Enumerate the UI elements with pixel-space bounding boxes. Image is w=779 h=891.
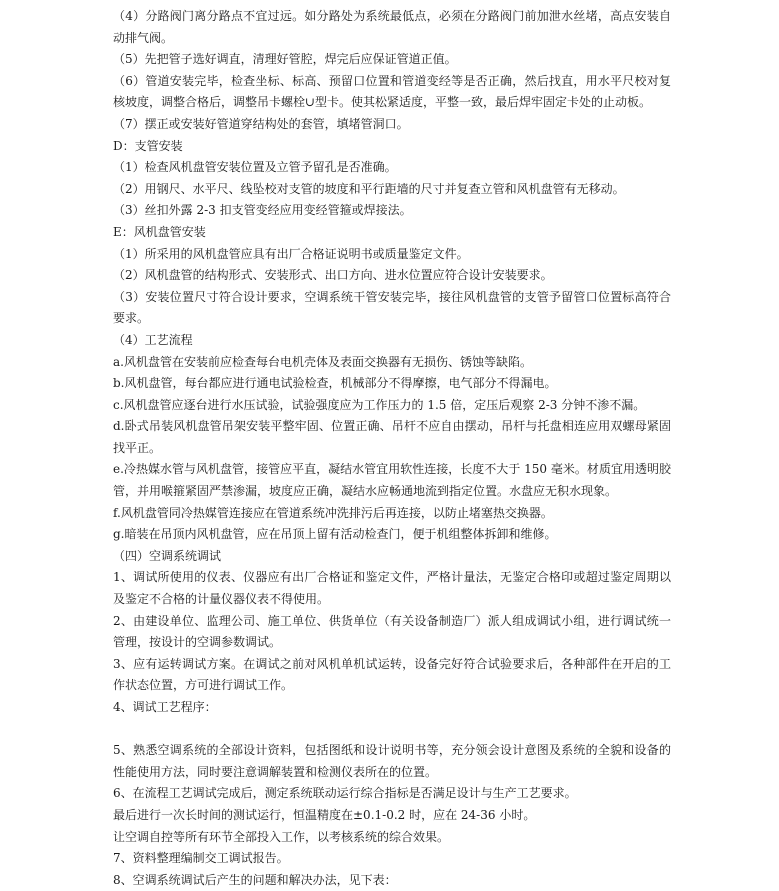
- process-item-a: a.风机盘管在安装前应检查每台电机壳体及表面交换器有无损伤、锈蚀等缺陷。: [113, 354, 532, 369]
- paragraph-d3: （3）丝扣外露 2-3 扣支管变经应用变经管箍或焊接法。: [113, 203, 412, 218]
- paragraph-e1: （1）所采用的风机盘管应具有出厂合格证说明书或质量鉴定文件。: [113, 246, 469, 261]
- commissioning-autocontrol: 让空调自控等所有环节全部投入工作，以考核系统的综合效果。: [113, 829, 450, 844]
- paragraph-6-pipe-inspection: （6）管道安装完毕，检查坐标、标高、预留口位置和管道变经等是否正确，然后找直，用水平尺校对复核坡度，调整合格后，调整吊卡螺栓∪型卡。使其松紧适度，平整一致，最后焊牢固定卡处的止动板。: [113, 73, 671, 110]
- paragraph-e4-process-heading: （4）工艺流程: [113, 332, 193, 347]
- process-item-b: b.风机盘管，每台都应进行通电试验检查，机械部分不得摩擦，电气部分不得漏电。: [113, 376, 557, 391]
- process-item-f: f.风机盘管同冷热媒管连接应在管道系统冲洗排污后再连接，以防止堵塞热交换器。: [113, 505, 553, 520]
- paragraph-e3: （3）安装位置尺寸符合设计要求，空调系统干管安装完毕，接往风机盘管的支管予留管口位置标高符合要求。: [113, 289, 671, 326]
- section-e-heading: E：风机盘管安装: [113, 224, 206, 239]
- paragraph-e2: （2）风机盘管的结构形式、安装形式、出口方向、进水位置应符合设计安装要求。: [113, 268, 553, 283]
- commissioning-final-test: 最后进行一次长时间的测试运行，恒温精度在±0.1-0.2 时，应在 24-36 小时。: [113, 807, 536, 822]
- paragraph-5-pipe-straighten: （5）先把管子选好调直，清理好管腔，焊完后应保证管道正值。: [113, 52, 457, 67]
- commissioning-item-8: 8、空调系统调试后产生的问题和解决办法，见下表：: [113, 872, 397, 887]
- blank-line: [113, 719, 671, 741]
- commissioning-item-5: 5、熟悉空调系统的全部设计资料，包括图纸和设计说明书等，充分领会设计意图及系统的全貌和设备的性能使用方法，同时要注意调解装置和检测仪表所在的位置。: [113, 743, 671, 779]
- commissioning-item-3: 3、应有运转调试方案。在调试之前对风机单机试运转，设备完好符合试验要求后，各种部件在开启的工作状态位置，方可进行调试工作。: [113, 656, 671, 693]
- commissioning-item-2: 2、由建设单位、监理公司、施工单位、供货单位（有关设备制造厂）派人组成调试小组，进行调试统一管理，按设计的空调参数调试。: [113, 613, 671, 650]
- paragraph-d1: （1）检查风机盘管安装位置及立管予留孔是否准确。: [113, 160, 397, 175]
- process-item-d: d.卧式吊装风机盘管吊架安装平整牢固、位置正确、吊杆不应自由摆动，吊杆与托盘相连应用双螺母紧固找平正。: [113, 419, 671, 455]
- paragraph-d2: （2）用钢尺、水平尺、线坠校对支管的坡度和平行距墙的尺寸并复查立管和风机盘管有无移动。: [113, 181, 625, 196]
- commissioning-item-1: 1、调试所使用的仪表、仪器应有出厂合格证和鉴定文件，严格计量法，无鉴定合格印或超过鉴定周期以及鉴定不合格的计量仪器仪表不得使用。: [113, 570, 671, 607]
- process-item-e: e.冷热媒水管与风机盘管，接管应平直，凝结水管宜用软性连接，长度不大于 150 毫米。材质宜用透明胶管，并用喉箍紧固严禁渗漏，坡度应正确，凝结水应畅通地流到指定位置。水盘应无积水现象。: [113, 462, 671, 499]
- section-d-heading: D：支管安装: [113, 138, 183, 153]
- commissioning-item-6: 6、在流程工艺调试完成后，测定系统联动运行综合指标是否满足设计与生产工艺要求。: [113, 786, 577, 801]
- process-item-c: c.风机盘管应逐台进行水压试验，试验强度应为工作压力的 1.5 倍，定压后观察 2-3 分钟不渗不漏。: [113, 397, 646, 412]
- commissioning-item-7: 7、资料整理编制交工调试报告。: [113, 851, 289, 866]
- process-item-g: g.暗装在吊顶内风机盘管，应在吊顶上留有活动检查门，便于机组整体拆卸和维修。: [113, 527, 557, 542]
- paragraph-7-sleeve: （7）摆正或安装好管道穿结构处的套管，填堵管洞口。: [113, 116, 409, 131]
- commissioning-item-4: 4、调试工艺程序：: [113, 700, 217, 714]
- section-4-heading: （四）空调系统调试: [113, 548, 222, 563]
- paragraph-4-branch-valve: （4）分路阀门离分路点不宜过远。如分路处为系统最低点，必须在分路阀门前加泄水丝堵，高点安装自动排气阀。: [113, 9, 671, 45]
